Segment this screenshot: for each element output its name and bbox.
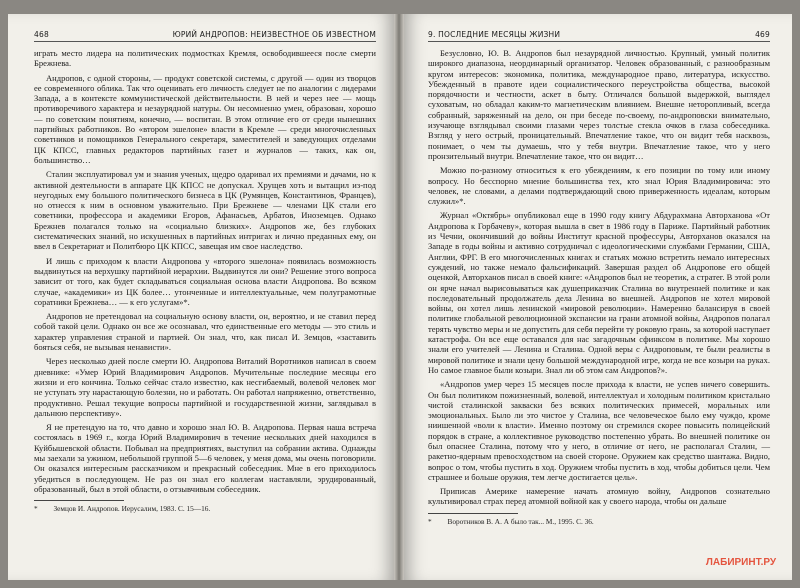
paragraph: Через несколько дней после смерти Ю. Андропова Виталий Воротников написал в своем дневнике: «Умер Юрий Владимирович Андропов. Мучительные последние месяцы его жизни и его кончина. Только сейчас стало известно, как несгибаемый, волевой человек мог не уступать эту нарастающую болезни, но и работать. Он работал напряженно, ответственно, продуктивно. Решал текущие вопросы партийной и государственной жизни, заглядывал в дальнюю перспективу». xyxy=(34,356,376,418)
right-page-number: 469 xyxy=(755,30,770,39)
left-page xyxy=(8,14,394,580)
footnote-rule xyxy=(428,513,518,514)
paragraph: Я не претендую на то, что давно и хорошо знал Ю. В. Андропова. Первая наша встреча состоялась в 1969 г., когда Юрий Владимирович в течение нескольких дней находился в Куйбышевской области. Побывал на предприятиях, выступил на собрании актива. Однажды мы заехали за ужином, небольшой группой 5—6 человек, у меня дома, мы очень поговорили. Он оказался интересным рассказчиком и прекрасный собеседник. Мне в его приходилось убедиться в последующем. Не раз он знал его коллегам наставляли, эрудированный, образованный, был в этой области, о отзывчивым собеседник. xyxy=(34,422,376,494)
footnote-text: Земцов И. Андропов. Иерусалим, 1983. С. 15—16. xyxy=(53,504,211,514)
paragraph: Андропов, с одной стороны, — продукт советской системы, с другой — один из творцов ее современного облика. Так что оценивать его личность следует не по аналогии с лидерами Запада, а в контексте коммунистической действительности. В ней и через нее — мощь противоречивого характера и незаурядной натуры. Он несомненно умен, образован, хорошо — по советским понятиям, конечно, — воспитан. В этом отличие его от среди нынешних партийных работников. Во «втором эшелоне» власти в Кремле — среди многочисленных советников и помощников Генерального секретаря, заместителей и заведующих отделами ЦК КПСС, главных редакторов партийных газет и журналов — таких, как он, большинство… xyxy=(34,72,376,165)
watermark-logo-graphic xyxy=(700,548,782,574)
footnote-mark: * xyxy=(34,504,38,514)
labirint-watermark-logo xyxy=(700,548,782,574)
right-page xyxy=(404,14,792,580)
footnote-text: Воротников В. А. А было так... М., 1995. С. 36. xyxy=(447,516,594,526)
paragraph: Можно по-разному относиться к его убеждениям, к его позиции по тому или иному вопросу. Но бесспорно мнение большинства тех, кто знал Юрия Владимировича: это человек, не словами, а делами подтверждающий свою приверженность идеалам, которым служил»*. xyxy=(428,165,770,207)
right-running-head: 9. ПОСЛЕДНИЕ МЕСЯЦЫ ЖИЗНИ xyxy=(428,30,561,39)
svg-text:ЛАБИРИНТ.РУ: ЛАБИРИНТ.РУ xyxy=(705,557,777,568)
left-body-text xyxy=(34,48,376,494)
paragraph: «Андропов умер через 15 месяцев после прихода к власти, не успев ничего совершить. Он был политиком пожизненный, волевой, интеллектуал и холодным политиком кристально чистой сталинской закваски без всяких политических примесей, моральных или эмоциональных. Было ли это чистое у Сталина, все человеческое было ему чуждо, кроме ниишенной «воли к власти». Именно поэтому он стремился скорее повысить полицейский порядок в стране, а коллективное руководство постепенно убрать. Во внешней политике он был опаснее Сталина, потому что у него, в отличие от него, не располагал Сталин, — ракетно-ядерным превосходством на своей стороне. Оружием как средство шантажа. Видно, вопрос о том, чтобы пустить в ход. Оружием чтобы пустить в ход, чтобы добиться цели. Чем страшнее и больше оружия, тем легче достигается цель». xyxy=(428,379,770,482)
left-running-header xyxy=(34,30,376,42)
right-running-header xyxy=(428,30,770,42)
footnote-mark: * xyxy=(428,516,432,526)
paragraph: И лишь с приходом к власти Андропова у «второго эшелона» появилась возможность выдвинуться на верхушку партийной иерархии. Выдвинутся ли они? Решение этого вопроса зависит от того, как будет складываться социальная основа власти Андропова. Во всяком случае, «академики» из ЦК более… утонченные и интеллектуальные, чем полуграмотные соратники Брежнева… — к его услугам»*. xyxy=(34,255,376,307)
paragraph: играть место лидера на политических подмостках Кремля, освободившееся после смерти Брежнева. xyxy=(34,48,376,69)
left-footnote xyxy=(34,504,376,513)
right-body-text xyxy=(428,48,770,507)
book-gutter xyxy=(394,14,404,580)
paragraph: Сталин эксплуатировал ум и знания ученых, щедро одаривал их премиями и дачами, но к активной деятельности в аппарате ЦК КПСС не допускал. Хрущев хоть и вытащил из-под неугодных ему большого политического бизнеса в ЦК (Румянцев, Константинов, Францев), но отнесся к ним в основном уважительно. При Брежневе — членами ЦК стали его советники, профессора и академики Егоров, Афанасьев, Арбатов, Иноземцев. Однако Брежнев полагался только на «социально близких». Андропов же, без глубоких систематических знаний, но искушенных в партийных интригах и лично преданных ему, он ввел в Секретариат и Политбюро ЦК КПСС, завещая им свое наследство. xyxy=(34,169,376,252)
right-footnote xyxy=(428,517,770,526)
paragraph: Андропов не претендовал на социальную основу власти, он, вероятно, и не ставил перед собой такой цели. Однако он все же осознавал, что единственные его методы — это стиль и характер управления страной и партией. Он знал, что, как писал И. Земцов, «заставить бояться себя, не вызывая ненависти». xyxy=(34,311,376,353)
paragraph: Приписав Америке намерение начать атомную войну, Андропов сознательно культивировал страх перед атомной войной как у своего народа, чтобы он дальше xyxy=(428,486,770,507)
footnote-rule xyxy=(34,500,124,501)
left-running-head: ЮРИЙ АНДРОПОВ: НЕИЗВЕСТНОЕ ОБ ИЗВЕСТНОМ xyxy=(172,30,376,39)
paragraph: Журнал «Октябрь» опубликовал еще в 1990 году книгу Абдурахмана Авторханова «От Андропова к Горбачеву», которая вышла в свет в 1986 году в Париже. Партийный работник из Чечни, окончивший до войны Институт красной профессуры, Авторханов оказался на Западе в годы войны и активно сотрудничал с идеологическими службами Германии, США, Англии, ФРГ. В его многочисленных книгах и статьях можно встретить немало интересных суждений, но также немало фальсификаций. Завершая раздел об Андропове его общей оценкой, Авторханов писал в своей книге: «Андропов был не теоретик, а стратег. В этой роли он ярче начал вырисовываться как душеприказчик Сталина во внутренней политике и как последовательный продолжатель дела Ленина во внешней. Андропов не хотел мировой войны, он хотел лишь ленинской «мировой революции». Намеренно балансируя в своей политике глобальной революционной экспансии на грани атомной войны, Андропов полагал терять чувство меры и не допустить для себя перейти ту роковую грань, за которой наступает катастрофа. Он все еще оставался для нас загадочным сфинксом в политике. Мы хорошо знали его учителей — Ленина и Сталина. Одной веры с Андроповым, те были реалисты в мировой политике и знали цену большой международной игре, когда не все козыри на руках. Но самое главное были козыри. Знал ли об этом сам Андропов?». xyxy=(428,210,771,375)
left-page-number: 468 xyxy=(34,30,49,39)
paragraph: Безусловно, Ю. В. Андропов был незаурядной личностью. Крупный, умный политик широкого диапазона, неординарный организатор. Человек образованный, с разнообразным кругом интересов: экономика, политика, международное право, литература, искусство. Убежденный в правоте идеи социалистического переустройства общества, высокой порядочности и честности, аскет в быту. Отличался большой выдержкой, выглядел суховатым, но обладал каким-то магнетическим влиянием. Внешне неторопливый, всегда собранный, заряженный на дело, он при беседе по-своему, по-андроповски внимательно, изучающе взглядывал своими глазами через толстые стекла очков в глаза собеседника. Взгляд у него острый, проницательный. Впечатление такое, что он видит тебя насквозь, понимает, о чем ты думаешь, что у тебя внутри. Впечатление такое, что у него пронзительный внутри. Впечатление такое, что он видит… xyxy=(428,48,770,161)
